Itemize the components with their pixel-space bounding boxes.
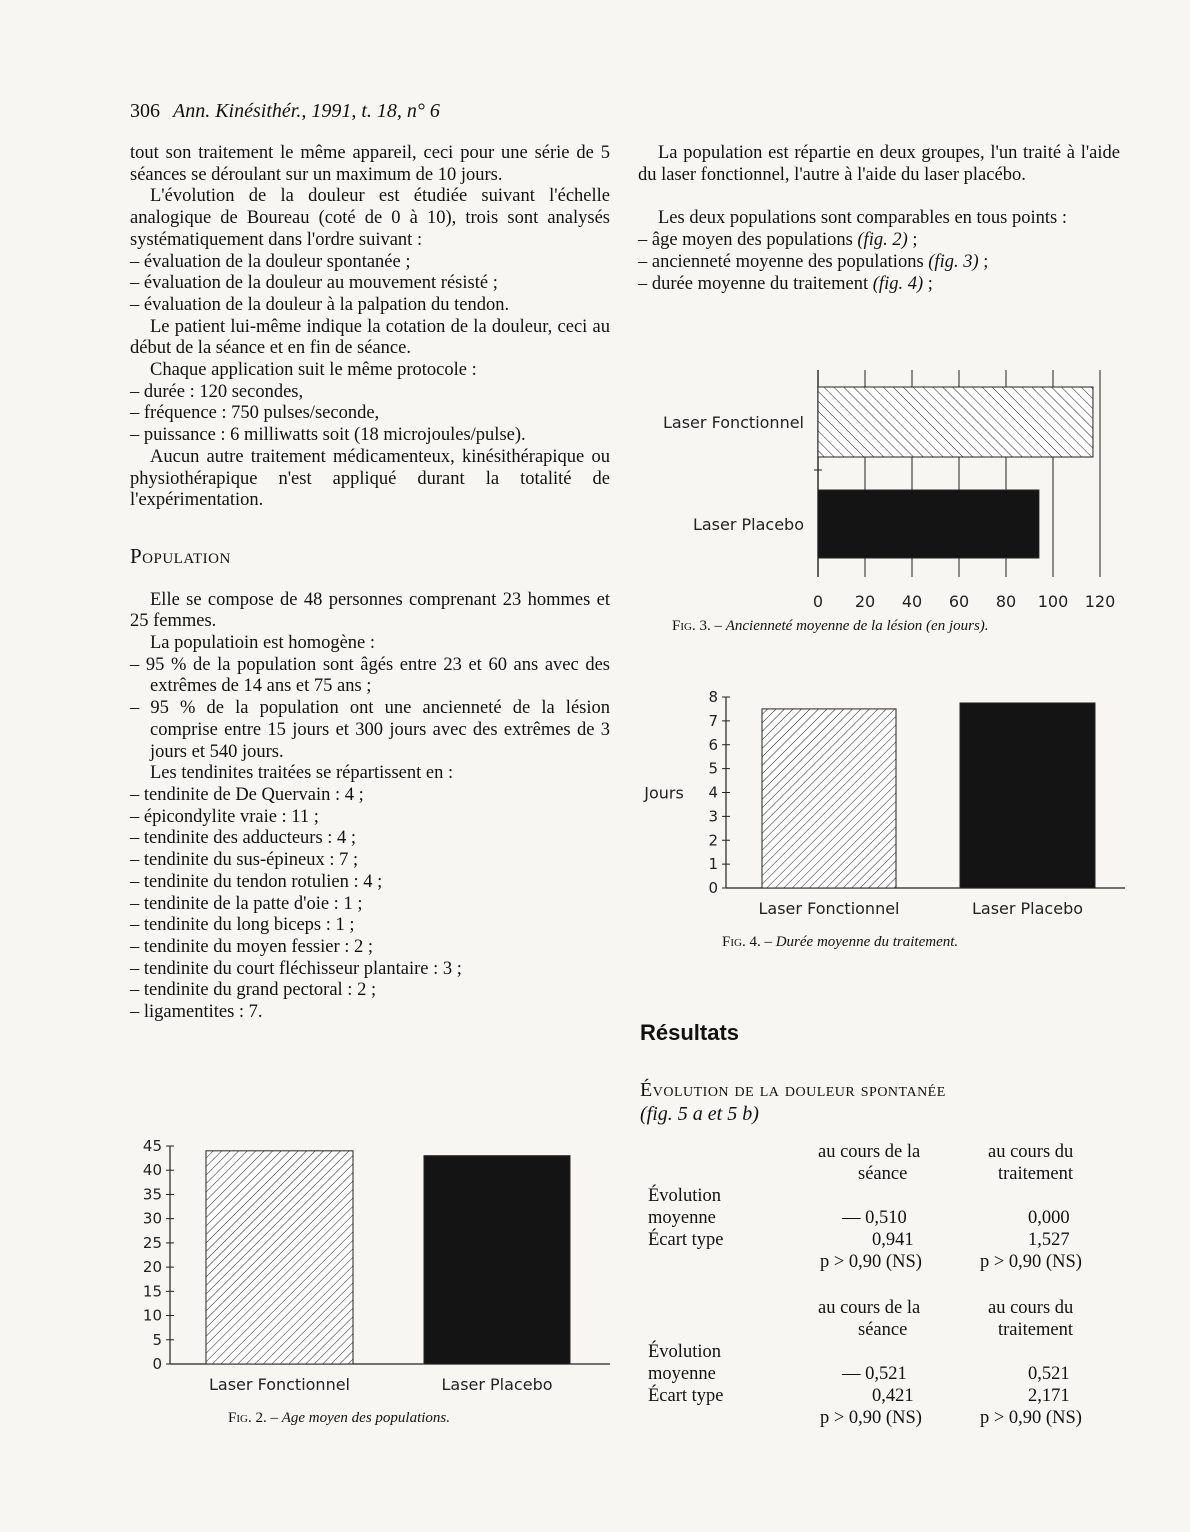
bar-laser-placebo [818, 490, 1039, 558]
list-item: – épicondylite vraie : 11 ; [130, 806, 319, 827]
y-tick-label: 7 [708, 711, 718, 730]
list-item: – tendinite de la patte d'oie : 1 ; [130, 893, 363, 914]
list-item: – durée moyenne du traitement (fig. 4) ; [638, 273, 933, 294]
right-column [638, 143, 1120, 295]
list-item: – évaluation de la douleur spontanée ; [130, 251, 411, 272]
x-tick-label: Laser Fonctionnel [758, 899, 900, 918]
list-item: – âge moyen des populations (fig. 2) ; [638, 230, 918, 251]
list-item: – tendinite du long biceps : 1 ; [130, 915, 355, 936]
y-tick-label: Laser Fonctionnel [663, 413, 804, 432]
x-tick-label: Laser Placebo [971, 899, 1084, 918]
list-item: – tendinite du grand pectoral : 2 ; [130, 980, 377, 1001]
fig4-chart [630, 685, 1130, 920]
x-tick-label: Laser Fonctionnel [209, 1375, 350, 1394]
list-item: – tendinite du moyen fessier : 2 ; [130, 936, 374, 957]
list-item: – puissance : 6 milliwatts soit (18 microjoules/pulse). [130, 425, 526, 446]
y-tick-label: 5 [708, 759, 718, 778]
x-tick-label: 40 [901, 592, 923, 611]
y-axis-label: Jours [644, 783, 684, 803]
y-tick-label: 0 [152, 1355, 162, 1373]
fig2-caption: Fig. 2. – Age moyen des populations. [228, 1410, 451, 1426]
fig4-caption: Fig. 4. – Durée moyenne du traitement. [722, 934, 959, 950]
y-tick-label: 20 [142, 1258, 162, 1277]
y-tick-label: 25 [142, 1233, 162, 1252]
x-tick-label: 120 [1084, 592, 1116, 611]
page-header [130, 100, 440, 123]
y-tick-label: 0 [708, 879, 718, 897]
fig2-chart [126, 1136, 616, 1401]
paragraph: Les deux populations sont comparables en tous points : [658, 208, 1067, 229]
paragraph: L'évolution de la douleur est étudiée suivant l'échelle analogique de Boureau (coté de 0 à 10), trois sont analysés systématiquement dans l'ordre suivant : [130, 186, 610, 250]
list-item: – ancienneté moyenne des populations (fig. 3) ; [638, 251, 989, 272]
x-tick-label: 0 [812, 592, 824, 611]
list-item: – 95 % de la population sont âgés entre 23 et 60 ans avec des extrêmes de 14 ans et 75 ans ; [130, 654, 610, 697]
paragraph: Le patient lui-même indique la cotation de la douleur, ceci au début de la séance et en fin de séance. [130, 316, 610, 359]
paragraph: Les tendinites traitées se répartissent en : [150, 763, 454, 784]
x-tick-label: 80 [995, 592, 1017, 611]
y-tick-label: 45 [142, 1137, 162, 1155]
paragraph: La populatioin est homogène : [150, 633, 376, 654]
list-item: – tendinite du tendon rotulien : 4 ; [130, 871, 383, 892]
x-tick-label: Laser Placebo [441, 1375, 553, 1394]
y-tick-label: 35 [142, 1185, 162, 1204]
x-tick-label: 100 [1037, 592, 1069, 611]
results-subheading: Évolution de la douleur spontanée (fig. 5 a et 5 b) [640, 1079, 946, 1125]
y-tick-label: 6 [708, 735, 718, 754]
bar-laser-placebo [960, 703, 1095, 888]
y-tick-label: 2 [708, 831, 718, 850]
y-tick-label: 3 [708, 807, 718, 826]
fig3-caption: Fig. 3. – Ancienneté moyenne de la lésion (en jours). [672, 618, 989, 634]
y-tick-label: 40 [142, 1161, 162, 1180]
bar-laser-fonctionnel [762, 709, 896, 888]
list-item: – évaluation de la douleur au mouvement résisté ; [130, 273, 498, 294]
y-tick-label: 15 [142, 1282, 162, 1301]
results-heading: Résultats [640, 1020, 740, 1045]
y-tick-label: 10 [142, 1306, 162, 1325]
list-item: – 95 % de la population ont une ancienneté de la lésion comprise entre 15 jours et 300 jours avec des extrêmes de 3 jours et 540 jours. [130, 698, 610, 762]
y-tick-label: 1 [708, 855, 718, 874]
y-tick-label: 30 [142, 1209, 162, 1228]
bar-laser-fonctionnel [818, 387, 1093, 457]
journal-reference: Ann. Kinésithér., 1991, t. 18, n° 6 [173, 100, 440, 122]
x-tick-label: 20 [854, 592, 876, 611]
paragraph: La population est répartie en deux groupes, l'un traité à l'aide du laser fonctionnel, l'autre à l'aide du laser placébo. [638, 143, 1120, 185]
list-item: – ligamentites : 7. [130, 1002, 263, 1023]
list-item: – fréquence : 750 pulses/seconde, [130, 403, 380, 424]
page-number: 306 [130, 100, 160, 122]
list-item: – durée : 120 secondes, [130, 381, 304, 402]
y-tick-label: Laser Placebo [692, 515, 804, 534]
y-tick-label: 5 [152, 1330, 162, 1349]
paragraph: Elle se compose de 48 personnes comprenant 23 hommes et 25 femmes. [130, 589, 610, 632]
list-item: – tendinite des adducteurs : 4 ; [130, 828, 357, 849]
x-tick-label: 60 [948, 592, 970, 611]
section-heading: Population [130, 543, 231, 568]
paragraph: Chaque application suit le même protocole : [150, 360, 477, 381]
paragraph: Aucun autre traitement médicamenteux, kinésithérapique ou physiothérapique n'est appliqué durant la totalité de l'expérimentation. [130, 446, 610, 511]
list-item: – tendinite de De Quervain : 4 ; [130, 784, 364, 805]
bar-laser-placebo [424, 1156, 570, 1364]
list-item: – évaluation de la douleur à la palpation du tendon. [130, 294, 510, 315]
bar-laser-fonctionnel [206, 1151, 353, 1364]
fig3-chart [640, 362, 1130, 612]
y-tick-label: 4 [708, 783, 718, 802]
list-item: – tendinite du sus-épineux : 7 ; [130, 850, 359, 871]
paragraph: tout son traitement le même appareil, ceci pour une série de 5 séances se déroulant sur un maximum de 10 jours. [130, 143, 610, 185]
y-tick-label: 8 [708, 688, 718, 706]
left-column [130, 143, 610, 1024]
list-item: – tendinite du court fléchisseur plantaire : 3 ; [130, 958, 462, 979]
